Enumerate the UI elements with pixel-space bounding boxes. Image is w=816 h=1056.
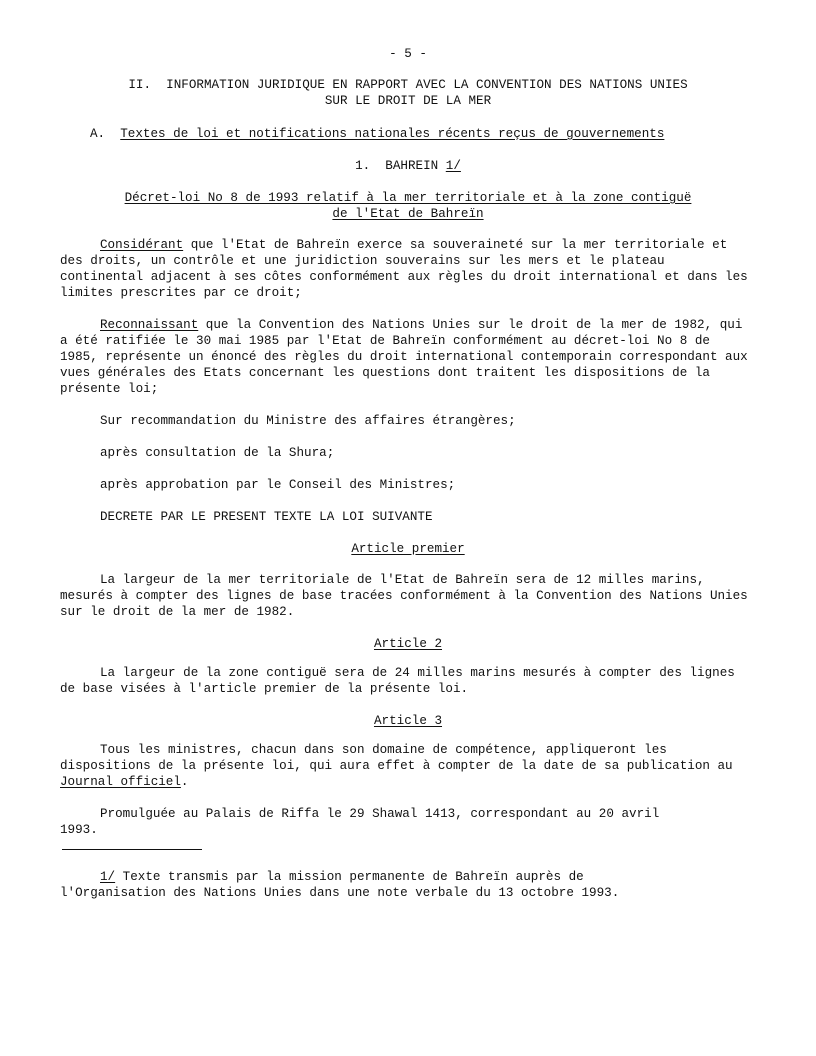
recital-consultation: après consultation de la Shura; [100, 446, 335, 460]
section-title-line1 [0, 77, 816, 93]
recital-decree: DECRETE PAR LE PRESENT TEXTE LA LOI SUIVANTE [100, 510, 433, 524]
preamble-considerant [60, 237, 750, 301]
subsection-title: Textes de loi et notifications nationales récents reçus de gouvernements [120, 127, 665, 141]
recital-recommendation: Sur recommandation du Ministre des affaires étrangères; [100, 414, 516, 428]
preamble-text: que l'Etat de Bahreïn exerce sa souveraineté sur la mer territoriale et des droits, un contrôle et une juridiction souverains sur les mers et le plateau continental adjacent à ses côtes conformément aux règles du droit international et dans les limites prescrites par ce droit; [60, 238, 748, 300]
section-title-line2: SUR LE DROIT DE LA MER [324, 94, 492, 108]
journal-officiel: Journal officiel [60, 775, 181, 789]
section-number: II. [128, 78, 152, 92]
footnote-reference[interactable]: 1/ [445, 159, 461, 173]
decree-title-line1: Décret-loi No 8 de 1993 relatif à la mer territoriale et à la zone contiguë [124, 191, 692, 205]
preamble-lead: Reconnaissant [100, 318, 199, 332]
preamble-text: que la Convention des Nations Unies sur le droit de la mer de 1982, qui a été ratifiée le 30 mai 1985 par l'Etat de Bahreïn conformément au décret-loi No 8 de 1985, représente un énoncé des règles du droit international contemporain correspondant aux vues générales des Etats concernant les questions dont traitent les dispositions de la présente loi; [60, 318, 748, 396]
promulgation: Promulguée au Palais de Riffa le 29 Shawal 1413, correspondant au 20 avril 1993. [60, 807, 660, 837]
article-2-heading: Article 2 [373, 637, 443, 651]
decree-title-line2: de l'Etat de Bahreïn [332, 207, 484, 221]
country-heading [0, 158, 816, 174]
page-number: - 5 - [389, 47, 427, 61]
article-3-heading: Article 3 [373, 714, 443, 728]
subsection-letter: A. [90, 127, 106, 141]
footnote-separator [62, 849, 202, 850]
footnote-marker: 1/ [100, 870, 116, 884]
article-1-text: La largeur de la mer territoriale de l'Etat de Bahreïn sera de 12 milles marins, mesurés à compter des lignes de base tracées conformément à la Convention des Nations Unies sur le droit de la mer de 1982. [60, 573, 748, 619]
country-name: 1. BAHREIN [355, 159, 446, 173]
article-1-heading: Article premier [351, 542, 465, 556]
section-title: INFORMATION JURIDIQUE EN RAPPORT AVEC LA CONVENTION DES NATIONS UNIES [166, 78, 688, 92]
article-2-text: La largeur de la zone contiguë sera de 24 milles marins mesurés à compter des lignes de base visées à l'article premier de la présente loi. [60, 666, 735, 696]
preamble-reconnaissant [60, 317, 750, 397]
preamble-lead: Considérant [100, 238, 184, 252]
recital-approval: après approbation par le Conseil des Ministres; [100, 478, 456, 492]
subsection-heading [90, 126, 664, 142]
footnote [60, 869, 690, 901]
article-3-text: Tous les ministres, chacun dans son domaine de compétence, appliqueront les dispositions de la présente loi, qui aura effet à compter de la date de sa publication au Journal officiel. [60, 743, 733, 789]
footnote-text: Texte transmis par la mission permanente de Bahreïn auprès de l'Organisation des Nations Unies dans une note verbale du 13 octobre 1993. [60, 870, 620, 900]
